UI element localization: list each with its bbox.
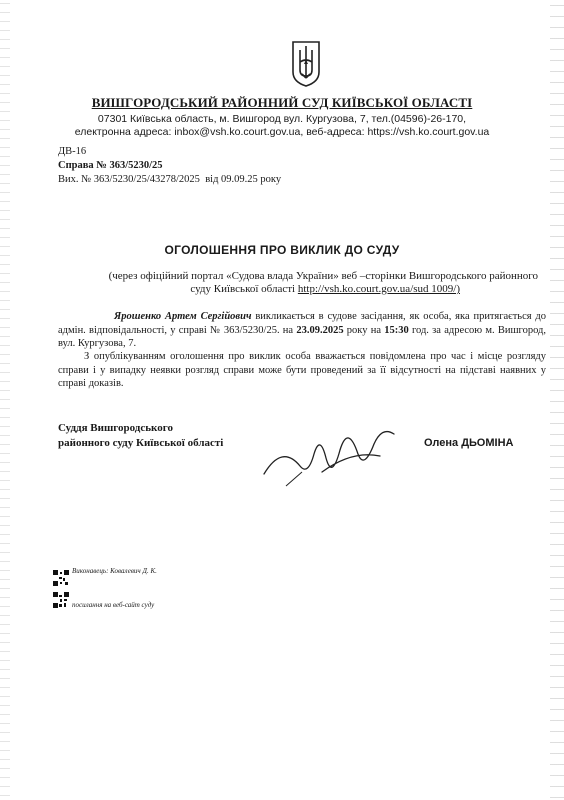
court-contacts: електронна адреса: inbox@vsh.ko.court.gov.ua, веб-адреса: https://vsh.ko.court.gov.ua [74,126,490,138]
judge-title-line-2: районного суду Київської області [58,437,224,449]
portal-court-label: суду Київської області [190,283,296,295]
outgoing-date-label: від [205,174,219,185]
handwritten-signature [262,414,422,494]
outgoing-date: 09.09.25 року [221,174,282,185]
hearing-date: 23.09.2025 [296,324,344,336]
consequence-text: З опублікуванням оголошення про виклик особа вважається повідомлена про час і місце розгляду справи і у випадку неявки розгляд справи може бути проведений за її відсутності на підставі наявних у справі доказів. [58,351,546,389]
case-label: Справа № [58,160,107,171]
judge-name: Олена ДЬОМІНА [424,437,514,449]
summons-text-a: викликається в судове засідання, як особа, яка притягається до адмін. відповідальності, у справі № 363/5230/25. на [58,311,546,336]
coat-of-arms-icon [291,40,321,88]
case-number-line [58,160,163,171]
person-name: Ярошенко Артем Сергійович [114,311,252,322]
summons-paragraph [58,310,546,351]
portal-link[interactable]: http://vsh.ko.court.gov.ua/sud 1009/) [297,283,460,295]
form-code: ДВ-16 [58,146,87,157]
summons-text-c: год. за адресою м. Вишгород, вул. Кургузова, 7. [58,324,547,349]
outgoing-number-line [58,174,281,185]
court-address: 07301 Київська область, м. Вишгород вул. Кургузова, 7, тел.(04596)-26-170, [97,113,467,125]
notice-title: ОГОЛОШЕННЯ ПРО ВИКЛИК ДО СУДУ [164,243,400,257]
portal-line-2 [60,283,460,295]
case-number: 363/5230/25 [109,160,163,171]
judge-title [58,421,223,451]
judge-title-line-1: Суддя Вишгородського [58,422,173,434]
qr-code-link-icon [53,592,69,608]
qr-code-icon [53,570,69,586]
notice-consequence-paragraph [58,350,546,391]
court-title: ВИШГОРОДСЬКИЙ РАЙОННИЙ СУД КИЇВСЬКОЇ ОБЛАСТІ [91,95,473,110]
performer-note: Виконавець: Ковалевич Д. К. [72,567,157,575]
outgoing-number: 363/5230/25/43278/2025 [93,174,200,185]
hearing-time: 15:30 [384,324,409,336]
summons-text-b: року на [343,324,385,336]
outgoing-label: Вих. № [58,174,92,185]
portal-line-1: (через офіційний портал «Судова влада України» веб –сторінки Вишгородського районного [108,270,538,282]
website-link-note: посилання на веб-сайт суду [72,601,155,609]
